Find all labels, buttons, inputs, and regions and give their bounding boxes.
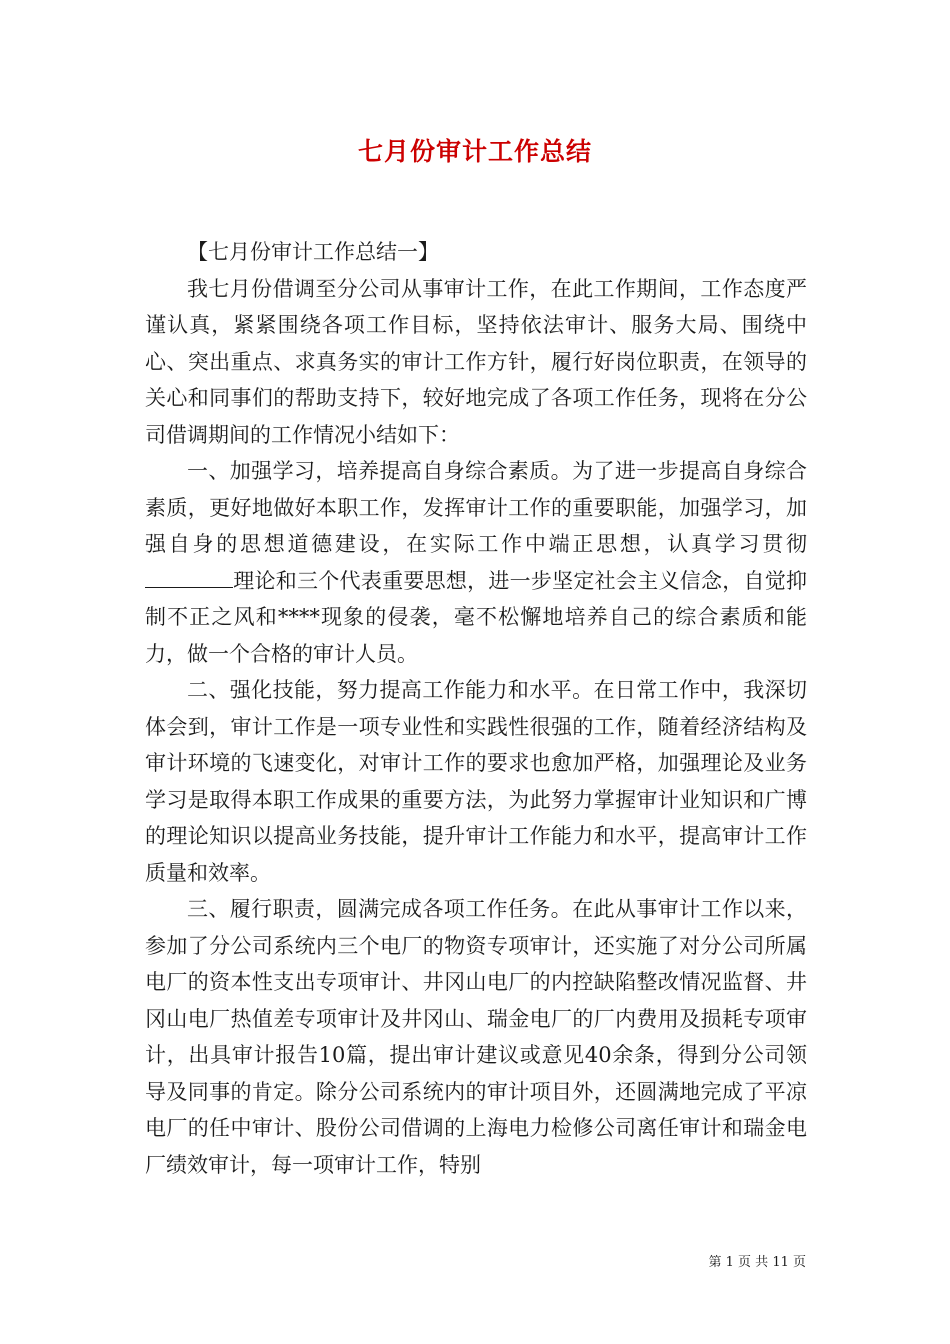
- document-title: 七月份审计工作总结: [357, 137, 592, 166]
- section-one-paragraph: [145, 453, 807, 672]
- intro-paragraph: 我七月份借调至分公司从事审计工作，在此工作期间，工作态度严谨认真，紧紧围绕各项工作目标，坚持依法审计、服务大局、围绕中心、突出重点、求真务实的审计工作方针，履行好岗位职责，在领导的关心和同事们的帮助支持下，较好地完成了各项工作任务，现将在分公司借调期间的工作情况小结如下：: [145, 276, 807, 447]
- section-subheading: 【七月份审计工作总结一】: [187, 240, 439, 264]
- fill-in-blank: [145, 569, 233, 588]
- page-number-footer: 第 1 页 共 11 页: [708, 1255, 806, 1270]
- document-body: [145, 234, 807, 1183]
- section-three-paragraph: 三、履行职责，圆满完成各项工作任务。在此从事审计工作以来，参加了分公司系统内三个电厂的物资专项审计，还实施了对分公司所属电厂的资本性支出专项审计、井冈山电厂的内控缺陷整改情况监督、井冈山电厂热值差专项审计及井冈山、瑞金电厂的厂内费用及损耗专项审计，出具审计报告10篇，提出审计建议或意见40余条，得到分公司领导及同事的肯定。除分公司系统内的审计项目外，还圆满地完成了平凉电厂的任中审计、股份公司借调的上海电力检修公司离任审计和瑞金电厂绩效审计，每一项审计工作，特别: [145, 897, 807, 1177]
- section-one-text-after: 理论和三个代表重要思想，进一步坚定社会主义信念，自觉抑制不正之风和****现象的侵袭，毫不松懈地培养自己的综合素质和能力，做一个合格的审计人员。: [145, 568, 807, 666]
- section-two-paragraph: 二、强化技能，努力提高工作能力和水平。在日常工作中，我深切体会到，审计工作是一项专业性和实践性很强的工作，随着经济结构及审计环境的飞速变化，对审计工作的要求也愈加严格，加强理论及业务学习是取得本职工作成果的重要方法，为此努力掌握审计业知识和广博的理论知识以提高业务技能，提升审计工作能力和水平，提高审计工作质量和效率。: [145, 678, 807, 885]
- section-one-text-before: 一、加强学习，培养提高自身综合素质。为了进一步提高自身综合素质，更好地做好本职工作，发挥审计工作的重要职能，加强学习，加强自身的思想道德建设，在实际工作中端正思想，认真学习贯彻: [145, 459, 807, 556]
